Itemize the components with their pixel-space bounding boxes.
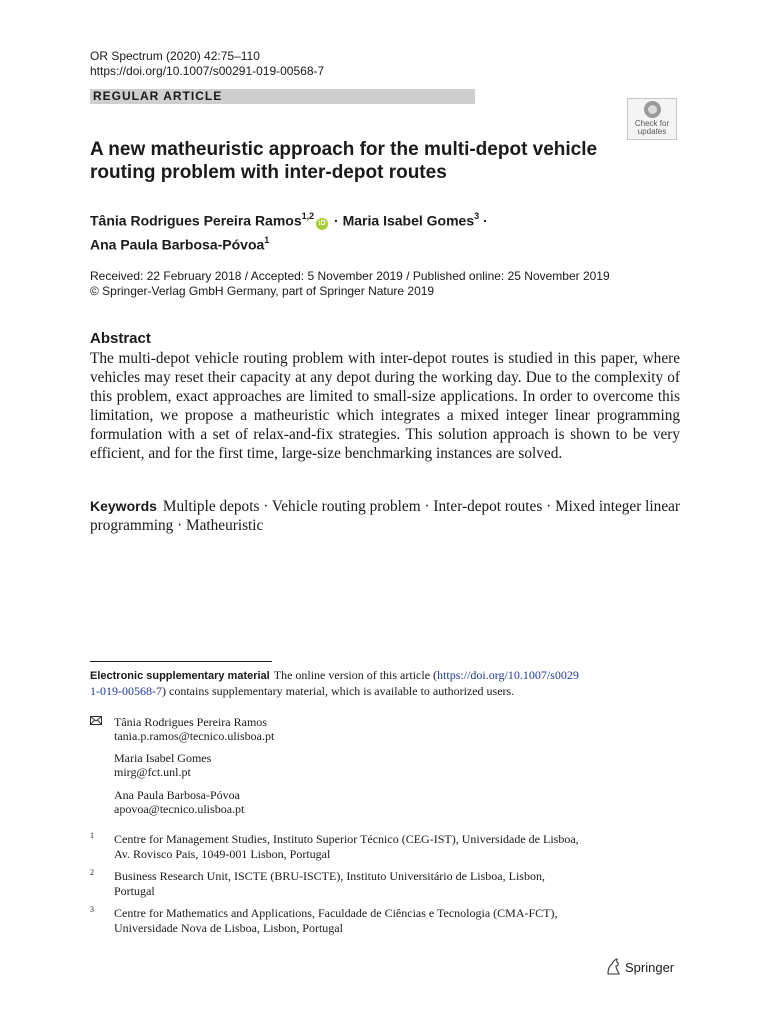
author-separator: · [483, 212, 488, 229]
contact-entry [114, 751, 211, 779]
copyright-notice: © Springer-Verlag GmbH Germany, part of Springer Nature 2019 [90, 284, 435, 298]
author-affiliation-sup: 1 [264, 234, 270, 245]
article-type-bar [90, 89, 475, 104]
article-title [90, 138, 630, 184]
author-line-2 [90, 231, 610, 255]
contact-entry [114, 715, 274, 743]
affiliation-line: Centre for Mathematics and Applications, Faculdade de Ciências e Tecnologia (CMA-FCT), [114, 906, 558, 920]
author-name[interactable]: Maria Isabel Gomes [342, 212, 475, 229]
check-updates-icon [644, 101, 661, 118]
publisher-logo-text: Springer [625, 960, 675, 975]
contact-name: Tânia Rodrigues Pereira Ramos [114, 715, 267, 729]
author-line-1 [90, 207, 610, 231]
orcid-icon[interactable]: iD [316, 218, 328, 230]
affiliation-text [114, 832, 674, 862]
keywords [90, 497, 680, 535]
affiliation-line: Centre for Management Studies, Instituto Superior Técnico (CEG-IST), Universidade de Lisboa, [114, 832, 579, 846]
contact-entry [114, 788, 244, 816]
abstract-body: The multi-depot vehicle routing problem with inter-depot routes is studied in this paper, where vehicles may reset their capacity at any depot during the working day. Due to the complexity of this problem, exact approaches are limited to small-size applications. In order to overcome this limitation, we propose a matheuristic which integrates a mixed integer linear programming formulation with a set of relax-and-fix strategies. This solution approach is shown to be very efficient, and for the first time, large-size benchmarking instances are solved. [90, 350, 680, 462]
contact-email[interactable]: apovoa@tecnico.ulisboa.pt [114, 802, 245, 816]
affiliation-line: Portugal [114, 884, 155, 898]
author-affiliation-sup: 3 [474, 211, 480, 221]
contact-email[interactable]: mirg@fct.unl.pt [114, 765, 191, 779]
author-name[interactable]: Ana Paula Barbosa-Póvoa [90, 236, 265, 253]
keywords-text: Multiple depots · Vehicle routing problem · Inter-depot routes · Mixed integer linear programming · Matheuristic [90, 498, 680, 534]
check-updates-badge[interactable] [627, 98, 677, 140]
affiliation-line: Business Research Unit, ISCTE (BRU-ISCTE), Instituto Universitário de Lisboa, Lisbon, [114, 869, 545, 883]
article-doi[interactable]: https://doi.org/10.1007/s00291-019-00568-7 [90, 64, 325, 78]
mail-icon[interactable] [90, 716, 102, 725]
author-separator: · [334, 212, 339, 229]
esm-link-part-2: 1-019-00568-7 [90, 684, 162, 698]
check-updates-label: Check for updates [634, 119, 670, 136]
contact-name: Ana Paula Barbosa-Póvoa [114, 788, 240, 802]
author-list [90, 207, 610, 254]
publication-dates: Received: 22 February 2018 / Accepted: 5 November 2019 / Published online: 25 November 2019 [90, 269, 610, 283]
affiliation-text [114, 869, 674, 899]
title-line-2: routing problem with inter-depot routes [90, 162, 447, 183]
affiliation-text [114, 906, 674, 936]
affiliation-line: Universidade Nova de Lisboa, Lisbon, Portugal [114, 921, 343, 935]
supplementary-material-note [90, 668, 650, 699]
article-type-label: REGULAR ARTICLE [93, 89, 223, 103]
affiliation-line: Av. Rovisco Pais, 1049-001 Lisbon, Portugal [114, 847, 331, 861]
footnote-divider [90, 661, 272, 662]
contact-name: Maria Isabel Gomes [114, 751, 212, 765]
keywords-label: Keywords [90, 498, 157, 514]
author-name[interactable]: Tânia Rodrigues Pereira Ramos [90, 212, 302, 229]
contact-email[interactable]: tania.p.ramos@tecnico.ulisboa.pt [114, 729, 275, 743]
esm-text-after: ) contains supplementary material, which is available to authorized users. [162, 684, 515, 698]
affiliation-number: 1 [90, 831, 94, 840]
affiliation-number: 3 [90, 905, 94, 914]
springer-horse-icon [605, 958, 621, 976]
abstract-heading: Abstract [90, 330, 151, 347]
title-line-1: A new matheuristic approach for the multi-depot vehicle [90, 139, 598, 160]
journal-citation: OR Spectrum (2020) 42:75–110 [90, 49, 260, 63]
affiliation-number: 2 [90, 868, 94, 877]
esm-link-part-1: https://doi.org/10.1007/s0029 [437, 668, 579, 682]
esm-label: Electronic supplementary material [90, 670, 270, 682]
author-affiliation-sup: 1,2 [301, 211, 315, 221]
esm-text-before: The online version of this article ( [273, 668, 438, 682]
